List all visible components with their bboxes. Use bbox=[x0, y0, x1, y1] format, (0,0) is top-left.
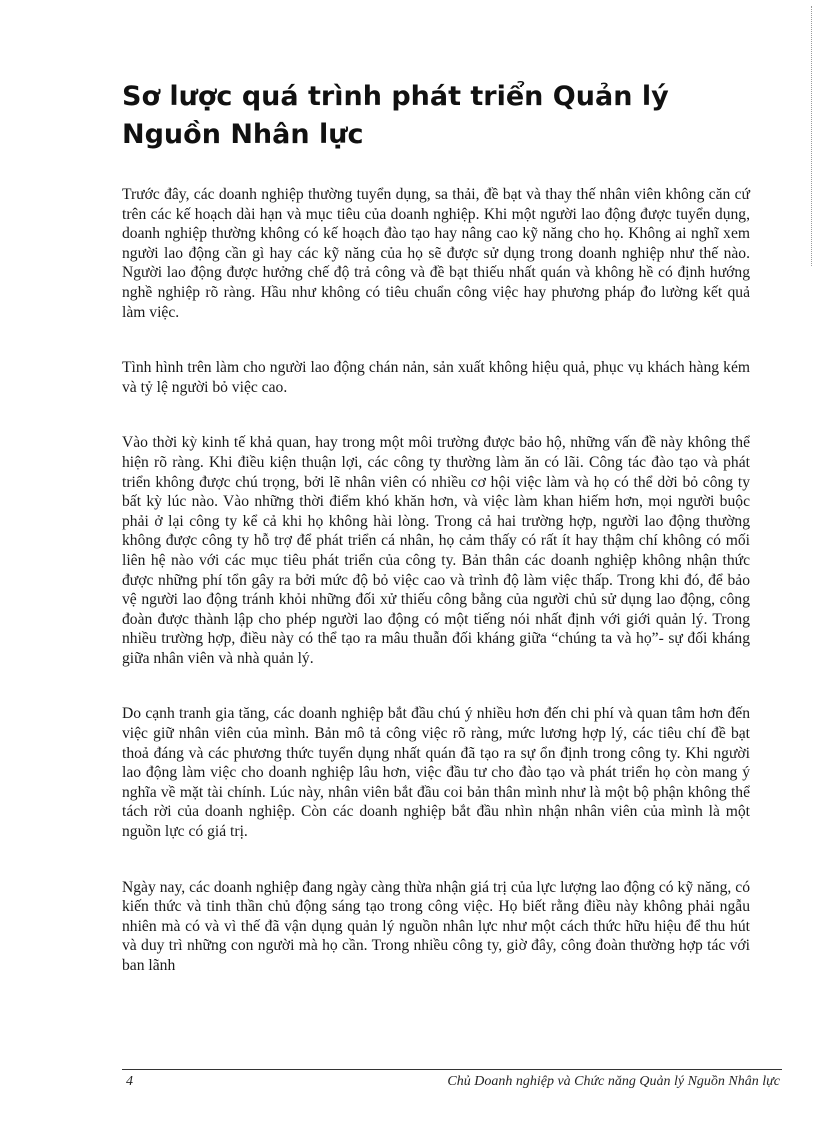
running-footer-title: Chủ Doanh nghiệp và Chức năng Quản lý Nguồn Nhân lực bbox=[447, 1074, 780, 1089]
page-title: Sơ lược quá trình phát triển Quản lý Nguồn Nhân lực bbox=[122, 81, 669, 150]
scan-edge-mark bbox=[810, 6, 812, 266]
paragraph-5: Ngày nay, các doanh nghiệp đang ngày càng thừa nhận giá trị của lực lượng lao động có kỹ năng, có kiến thức và tinh thần chủ động sáng tạo trong công việc. Họ biết rằng điều này không phải ngẫu nhiên mà có và vì thế đã vận dụng quản lý nguồn nhân lực như một cách thức hữu hiệu để thu hút và duy trì những con người mà họ cần. Trong nhiều công ty, giờ đây, công đoàn thường hợp tác với ban lãnh bbox=[122, 878, 750, 974]
page-number: 4 bbox=[126, 1074, 133, 1089]
footer-divider bbox=[122, 1069, 782, 1070]
body-text bbox=[122, 185, 750, 1012]
paragraph-4: Do cạnh tranh gia tăng, các doanh nghiệp bắt đầu chú ý nhiều hơn đến chi phí và quan tâm hơn đến việc giữ nhân viên của mình. Bản mô tả công việc rõ ràng, mức lương hợp lý, các tiêu chí đề bạt thoả đáng và các phương thức tuyển dụng nhất quán đã tạo ra sự ổn định trong công ty. Khi người lao động làm việc cho doanh nghiệp lâu hơn, việc đầu tư cho đào tạo và phát triển họ còn mang ý nghĩa về mặt tài chính. Lúc này, nhân viên bắt đầu coi bản thân mình như là một bộ phận không thể tách rời của doanh nghiệp. Còn các doanh nghiệp bắt đầu nhìn nhận nhân viên của mình là một nguồn lực có giá trị. bbox=[122, 705, 750, 841]
paragraph-2: Tình hình trên làm cho người lao động chán nản, sản xuất không hiệu quả, phục vụ khách hàng kém và tỷ lệ người bỏ việc cao. bbox=[122, 359, 750, 396]
paragraph-1: Trước đây, các doanh nghiệp thường tuyển dụng, sa thải, đề bạt và thay thế nhân viên không căn cứ trên các kế hoạch dài hạn và mục tiêu của doanh nghiệp. Khi một người lao động được tuyển dụng, doanh nghiệp thường không có kế hoạch đào tạo hay nâng cao kỹ năng cho họ. Không ai nghĩ xem người lao động cần gì hay các kỹ năng của họ sẽ được sử dụng trong doanh nghiệp như thế nào. Người lao động được hưởng chế độ trả công và đề bạt thiếu nhất quán và không hề có định hướng nghề nghiệp rõ ràng. Hầu như không có tiêu chuẩn công việc hay phương pháp đo lường kết quả làm việc. bbox=[122, 186, 750, 321]
paragraph-3: Vào thời kỳ kinh tế khả quan, hay trong một môi trường được bảo hộ, những vấn đề này không thể hiện rõ ràng. Khi điều kiện thuận lợi, các công ty thường làm ăn có lãi. Công tác đào tạo và phát triển không được chú trọng, bởi lẽ nhân viên có nhiều cơ hội việc làm và họ có thể dời bỏ công ty bất kỳ lúc nào. Vào những thời điểm khó khăn hơn, và việc làm khan hiếm hơn, mọi người buộc phải ở lại công ty kể cả khi họ không hài lòng. Trong cả hai trường hợp, người lao động thường không được công ty hỗ trợ để phát triển cá nhân, họ cảm thấy có rất ít hay thậm chí không có mối liên hệ nào với các mục tiêu phát triển của công ty. Bản thân các doanh nghiệp không nhận thức được những phí tổn gây ra bởi mức độ bỏ việc cao và trình độ làm việc thấp. Trong khi đó, để bảo vệ người lao động tránh khỏi những đối xử thiếu công bằng của người chủ sử dụng lao động, công đoàn được thành lập cho phép người lao động có một tiếng nói nhất định với giới quản lý. Trong nhiều trường hợp, điều này có thể tạo ra mâu thuẫn đối kháng giữa “chúng ta và họ”- sự đối kháng giữa nhân viên và nhà quản lý. bbox=[122, 434, 750, 667]
